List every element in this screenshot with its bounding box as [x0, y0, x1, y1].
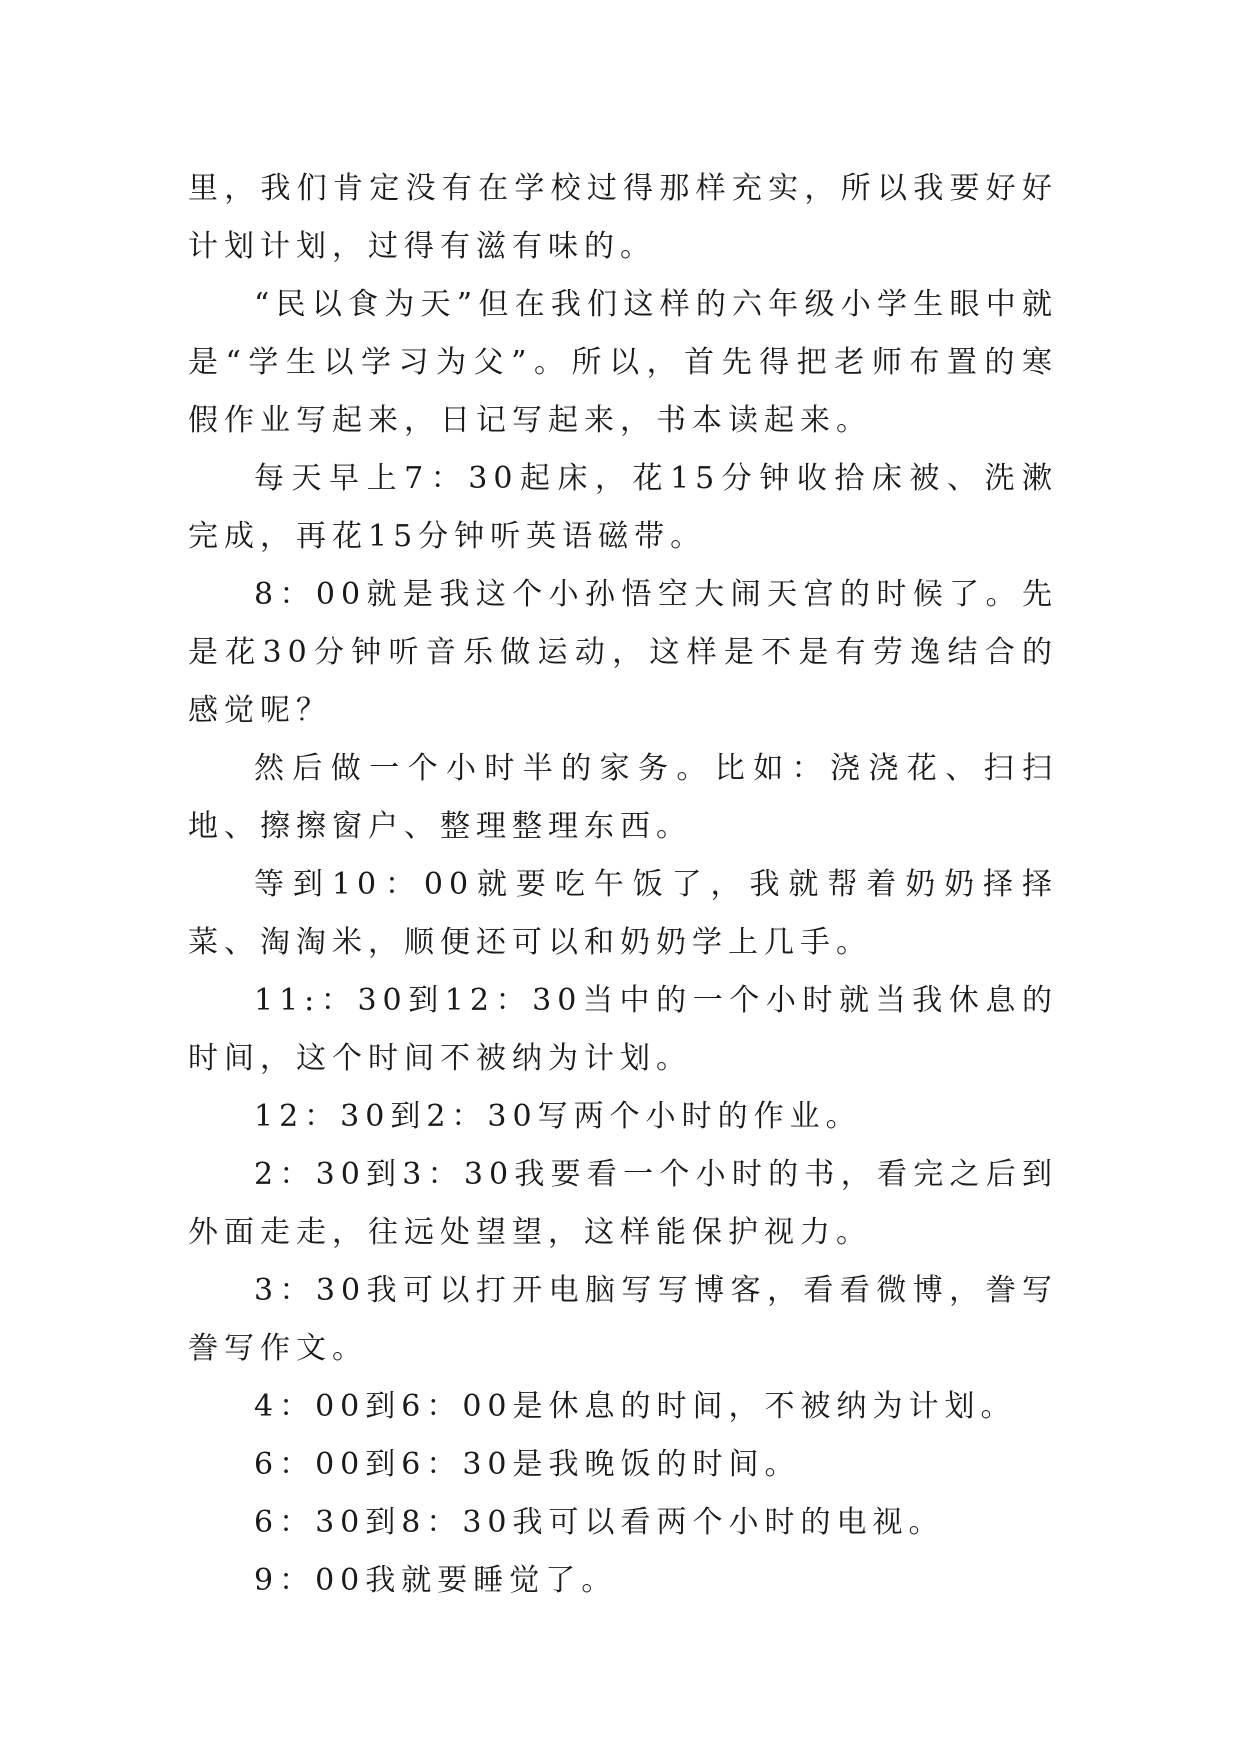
document-body	[188, 160, 1058, 1610]
paragraph: 12：30到2：30写两个小时的作业。	[254, 1099, 862, 1134]
paragraph: 3：30我可以打开电脑写写博客，看看微博，誊写誊写作文。	[188, 1273, 1058, 1366]
paragraph: 等到10：00就要吃午饭了，我就帮着奶奶择择菜、淘淘米，顺便还可以和奶奶学上几手。	[188, 867, 1058, 960]
paragraph: 9：00我就要睡觉了。	[254, 1563, 618, 1598]
paragraph: 2：30到3：30我要看一个小时的书，看完之后到外面走走，往远处望望，这样能保护视力。	[188, 1157, 1058, 1250]
paragraph: 每天早上7：30起床，花15分钟收拾床被、洗漱完成，再花15分钟听英语磁带。	[188, 461, 1058, 554]
paragraph: 8：00就是我这个小孙悟空大闹天宫的时候了。先是花30分钟听音乐做运动，这样是不是有劳逸结合的感觉呢？	[188, 577, 1058, 728]
paragraph: 4：00到6：00是休息的时间，不被纳为计划。	[254, 1389, 1017, 1424]
paragraph: 然后做一个小时半的家务。比如：浇浇花、扫扫地、擦擦窗户、整理整理东西。	[188, 751, 1058, 844]
paragraph: 里，我们肯定没有在学校过得那样充实，所以我要好好计划计划，过得有滋有味的。	[188, 171, 1058, 264]
paragraph: 6：00到6：30是我晚饭的时间。	[254, 1447, 801, 1482]
paragraph: “民以食为天”但在我们这样的六年级小学生眼中就是“学生以学习为父”。所以，首先得把老师布置的寒假作业写起来，日记写起来，书本读起来。	[188, 287, 1058, 438]
paragraph: 11:：30到12：30当中的一个小时就当我休息的时间，这个时间不被纳为计划。	[188, 983, 1058, 1076]
paragraph: 6：30到8：30我可以看两个小时的电视。	[254, 1505, 945, 1540]
